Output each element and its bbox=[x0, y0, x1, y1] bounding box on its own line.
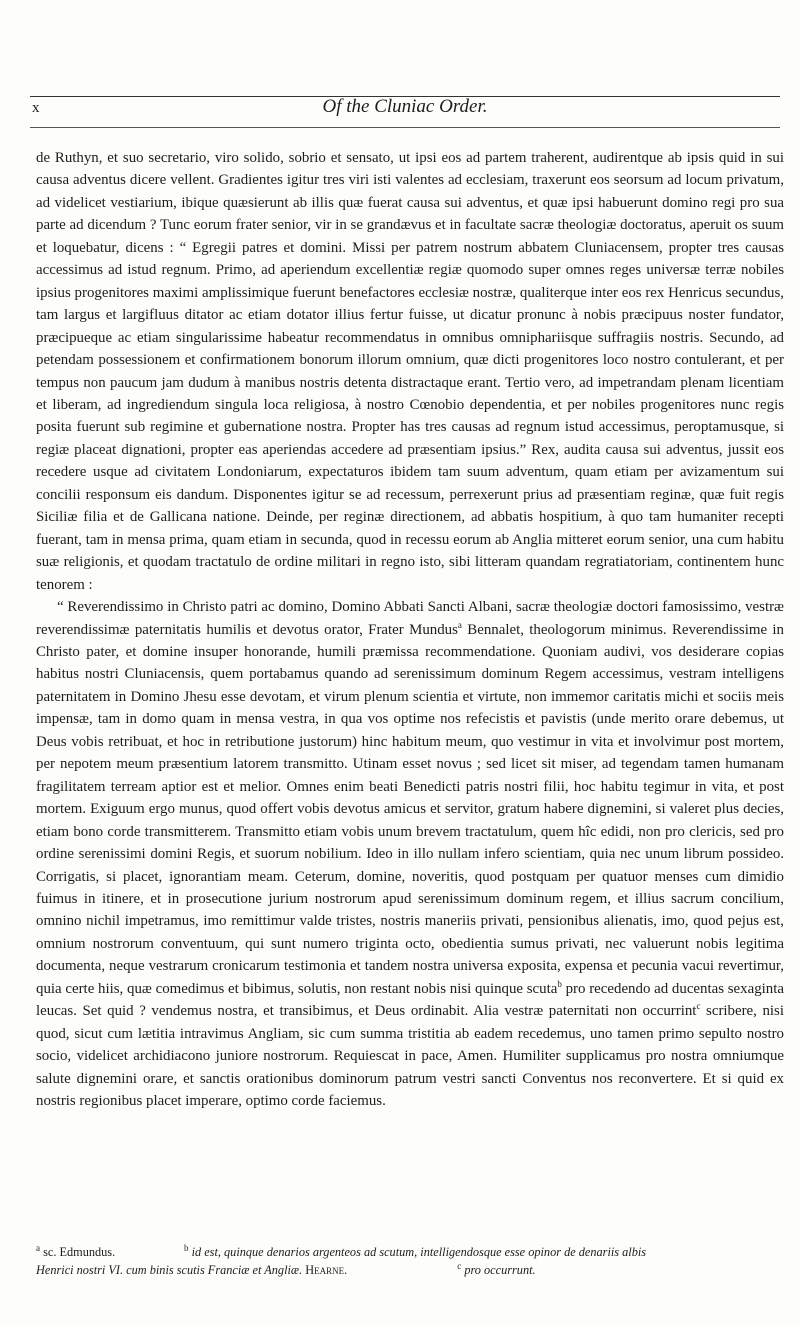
footnote-marker-c[interactable]: c bbox=[696, 1001, 701, 1012]
footnote-a-text: sc. Edmundus. bbox=[43, 1245, 116, 1259]
folio-number: x bbox=[32, 100, 41, 116]
footnote-marker-b[interactable]: b bbox=[557, 978, 562, 989]
footnotes bbox=[36, 1243, 784, 1279]
main-text bbox=[36, 147, 784, 1112]
footnote-c-marker: c bbox=[457, 1260, 462, 1271]
footnote-b-author: Hearne. bbox=[305, 1263, 348, 1277]
footnote-c-text: pro occurrunt. bbox=[464, 1263, 536, 1277]
letter-text-part-3: pro recedendo ad ducentas sexaginta leucas. Set quid ? vendemus nostra, et transibimus, et Deus ordinabit. Alia vestræ paternitati non occurrint bbox=[36, 980, 784, 1020]
footnote-c bbox=[457, 1261, 535, 1279]
footnote-a bbox=[36, 1243, 184, 1261]
letter-text-part-1: “ Reverendissimo in Christo patri ac domino, Domino Abbati Sancti Albani, sacræ theologiæ doctori famosissimo, vestræ reverendissimæ paternitatis humilis et devotus orator, Frater Mundus bbox=[36, 599, 784, 638]
footnote-b-text-cont: Henrici nostri VI. cum binis scutis Franciæ et Angliæ. bbox=[36, 1263, 303, 1277]
letter-text-part-2: Bennalet, theologorum minimus. Reverendissime in Christo pater, et domine insuper honorande, humili præmissa recommendatione. Quoniam audivi, vos desiderare copias habitus nostri Cluniacensis, quem portabamus quando ad serenissimum dominum Regem accessimus, vestram intelligens paternitatem in Domino Jhesu esse devotam, et virum plenum scientia et virtute, non immemor caritatis michi et sociis meis impensæ, tam in domo quam in mensa vestra, in qua vos optime nos refecistis et pavistis (unde merito orare debemus, ut Deus vobis retribuat, et hoc in retributione justorum) hinc habitum meum, quo vestimur in vita et involvimur post mortem, per nepotem meum præsentium latorem transmitto. Utinam esset novus ; sed licet sit miser, ad tegendam tamen humanam fragilitatem terream aptior est et melior. Omnes enim beati Benedicti patris nostri filii, hoc habitu tegimur in vita, et post mortem. Exiguum ergo munus, quod offert vobis devotus amicus et servitor, gratum habere dignemini, si valeret plus decies, etiam bono corde transmitterem. Transmitto etiam vobis unum brevem tractatulum, quem hîc edidi, non pro clericis, sed pro ordine serenissimi domini Regis, et suorum nobilium. Ideo in illo nullam infero scientiam, quia nec unum librum possideo. Corrigatis, si placet, ignorantiam meam. Ceterum, domine, noveritis, quod postquam per quatuor menses cum dimidio fuimus in itinere, et in prosecutione jurium nostrorum apud serenissimum dominum regem, et illius sacrum concilium, omnino nichil impetramus, imo remittimur valde tristes, nostris maneriis privati, pensionibus alienatis, imo, quod pejus est, omnium nostrorum conventuum, qui sunt numero triginta octo, obedientia sumus privati, nec valuerunt nobis legitima documenta, neque vestrarum cronicarum testimonia et tandem nostra universa exposita, expensa et pecunia vacui revertimur, quia certe hiis, quæ comedimus et bibimus, solutis, non restant nobis nisi quinque scuta bbox=[36, 621, 784, 997]
footnote-b-text: id est, quinque denarios argenteos ad scutum, intelligendosque esse opinor de denariis albis bbox=[191, 1245, 647, 1259]
footnote-b bbox=[184, 1243, 646, 1261]
paragraph-letter bbox=[36, 596, 784, 1112]
running-head: Of the Cluniac Order. bbox=[322, 96, 488, 117]
footnote-line-1 bbox=[36, 1243, 784, 1261]
footnote-marker-a[interactable]: a bbox=[457, 619, 462, 630]
header-rule-bottom bbox=[30, 127, 780, 128]
letter-text-part-4: scribere, nisi quod, sicut cum lætitia intravimus Angliam, sic cum summa tristitia ab eadem recedemus, uno tamen primo sepulto nostro socio, videlicet archidiacono juniore nostrorum. Requiescat in pace, Amen. Humiliter supplicamus pro nostra omniumque salute dignemini orare, et sanctis orationibus dominorum patrum vestri sancti Conventus nos reconvertere. Et si quid ex nostris regionibus placet imperare, optimo corde faciemus. bbox=[36, 1003, 784, 1110]
paragraph-narrative: de Ruthyn, et suo secretario, viro solido, sobrio et sensato, ut ipsi eos ad partem traherent, audirentque ab ipsis quid in sui causa adventus dicere vellent. Gradientes igitur tres viri isti valentes ad ecclesiam, traxerunt eos seorsum ad locum privatum, ad videlicet vestiarium, ibique quæsierunt ab illis quæ fuerat causa sui adventus, et quæ ipsi habuerunt domino regi pro sua parte ad dicendum ? Tunc eorum frater senior, vir in se grandævus et in facultate sacræ theologiæ doctoratus, aperuit os suum et loquebatur, dicens : “ Egregii patres et domini. Missi per patrem nostrum abbatem Cluniacensem, propter tres causas accessimus ad istud regnum. Primo, ad aperiendum excellentiæ regiæ quomodo super omnes reges universæ terræ nobiles ipsius progenitores maximi amplissimique fuerunt benefactores ecclesiæ nostræ, qualiterque inter eos rex Henricus secundus, tam largus et largifluus ditator ac etiam dotator illius fertur fuisse, ut dicatur pronunc à nobis præcipuus noster fundator, præcipueque ac etiam singularissime habeatur recommendatus in omnibus omniphariisque suffragiis nostris. Secundo, ad petendam possessionem et confirmationem bonorum illorum omnium, quæ dicti progenitores loco nostro contulerant, et per tempus non paucum jam dudum à manibus nostris detenta distractaque erant. Tertio vero, ad impetrandam plenam licentiam et liberam, ad ingrediendum singula loca religiosa, à nostro Cœnobio dependentia, et per nobiles progenitores nunc regis posita fuerunt sub regimine et gubernatione nostra. Propter has tres causas ad regnum istud accessimus, peroptamusque, si regiæ placeat dignationi, propter eas aperiendas accedere ad præsentiam ipsius.” Rex, audita causa sui adventus, jussit eos recedere usque ad civitatem Londoniarum, expectaturos ibidem tam suum adventum, quam etiam per avizamentum sui concilii responsum eis dandum. Disponentes igitur se ad recessum, perrexerunt prius ad præsentiam reginæ, quæ fuit regis Siciliæ filia et de Gallicana natione. Deinde, per reginæ directionem, ad abbatis hospitium, à quo tam humaniter recepti fuerant, tam in mensa prima, quam etiam in secunda, quod in recessu eorum ab Anglia mitteret eorum senior, una cum habitu suæ religionis, et quodam tractatulo de ordine militari in regno isto, sibi litteram quandam regratiatoriam, continentem hunc tenorem : bbox=[36, 150, 784, 593]
page-header bbox=[30, 96, 780, 126]
footnote-a-marker: a bbox=[36, 1242, 40, 1253]
footnote-line-2 bbox=[36, 1261, 784, 1279]
footnote-b-marker: b bbox=[184, 1242, 189, 1253]
